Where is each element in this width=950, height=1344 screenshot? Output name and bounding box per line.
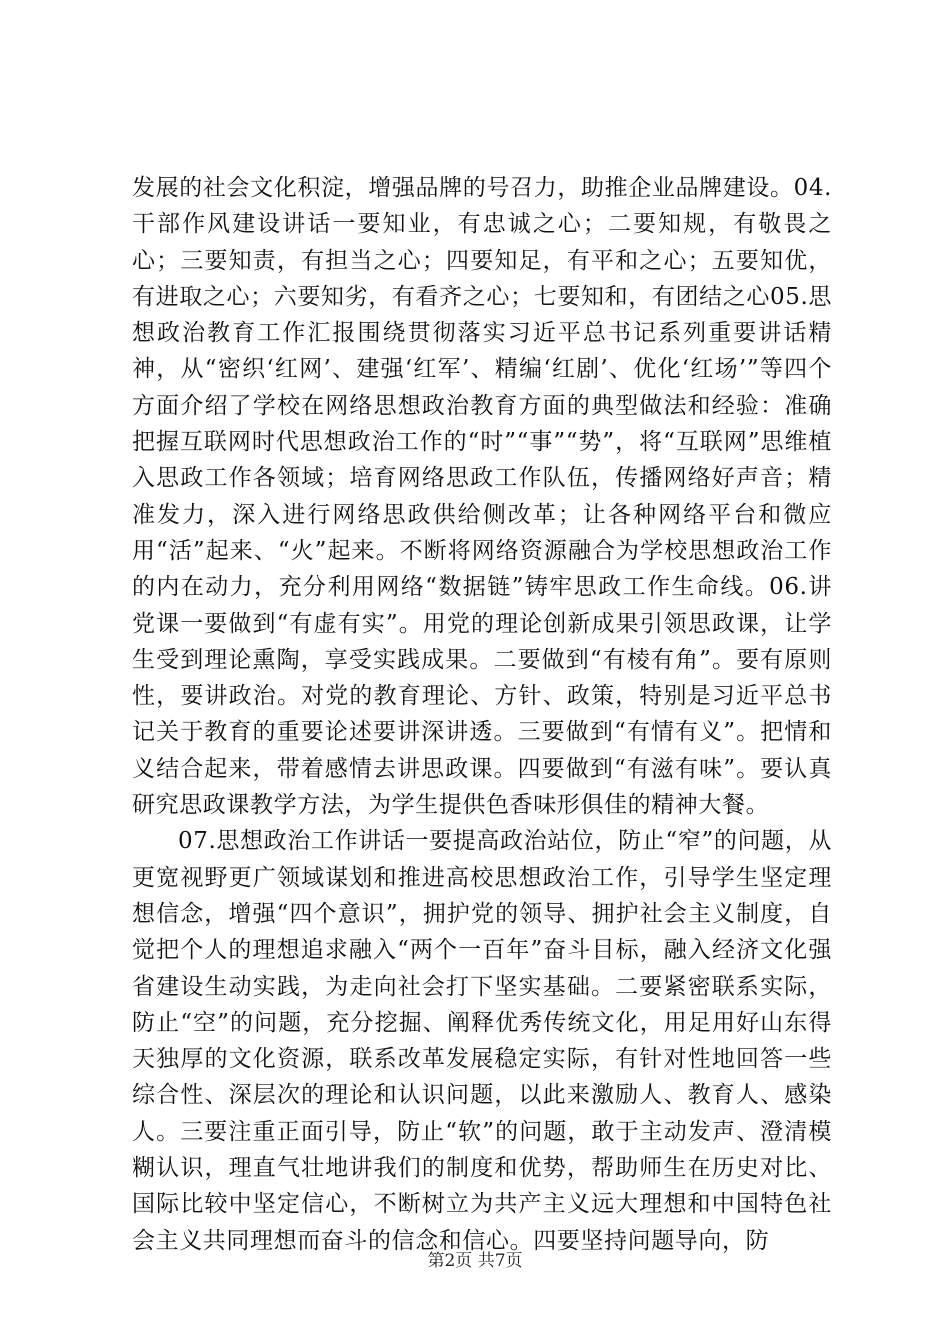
- paragraph-2: 07.思想政治工作讲话一要提高政治站位，防止“窄”的问题，从更宽视野更广领域谋划和推进高校思想政治工作，引导学生坚定理想信念，增强“四个意识”，拥护党的领导、拥护社会主义制度，自觉把个人的理想追求融入“两个一百年”奋斗目标，融入经济文化强省建设生动实践，为走向社会打下坚实基础。二要紧密联系实际，防止“空”的问题，充分挖掘、阐释优秀传统文化，用足用好山东得天独厚的文化资源，联系改革发展稳定实际，有针对性地回答一些综合性、深层次的理论和认识问题，以此来激励人、教育人、感染人。三要注重正面引导，防止“软”的问题，敢于主动发声、澄清模糊认识，理直气壮地讲我们的制度和优势，帮助师生在历史对比、国际比较中坚定信心，不断树立为共产主义远大理想和中国特色社会主义共同理想而奋斗的信念和信心。四要坚持问题导向，防: [132, 828, 832, 1254]
- document-body: [132, 170, 832, 1259]
- paragraph-1: 发展的社会文化积淀，增强品牌的号召力，助推企业品牌建设。04.干部作风建设讲话一要知业，有忠诚之心；二要知规，有敬畏之心；三要知责，有担当之心；四要知足，有平和之心；五要知优，有进取之心；六要知劣，有看齐之心；七要知和，有团结之心05.思想政治教育工作汇报围绕贯彻落实习近平总书记系列重要讲话精神，从“密织‘红网’、建强‘红军’、精编‘红剧’、优化‘红场’”等四个方面介绍了学校在网络思想政治教育方面的典型做法和经验：准确把握互联网时代思想政治工作的“时”“事”“势”，将“互联网”思维植入思政工作各领域；培育网络思政工作队伍，传播网络好声音；精准发力，深入进行网络思政供给侧改革；让各种网络平台和微应用“活”起来、“火”起来。不断将网络资源融合为学校思想政治工作的内在动力，充分利用网络“数据链”铸牢思政工作生命线。06.讲党课一要做到“有虚有实”。用党的理论创新成果引领思政课，让学生受到理论熏陶，享受实践成果。二要做到“有棱有角”。要有原则性，要讲政治。对党的教育理论、方针、政策，特别是习近平总书记关于教育的重要论述要讲深讲透。三要做到“有情有义”。把情和义结合起来，带着感情去讲思政课。四要做到“有滋有味”。要认真研究思政课教学方法，为学生提供色香味形俱佳的精神大餐。: [132, 175, 832, 819]
- page-footer: 第2页 共7页: [427, 1251, 523, 1271]
